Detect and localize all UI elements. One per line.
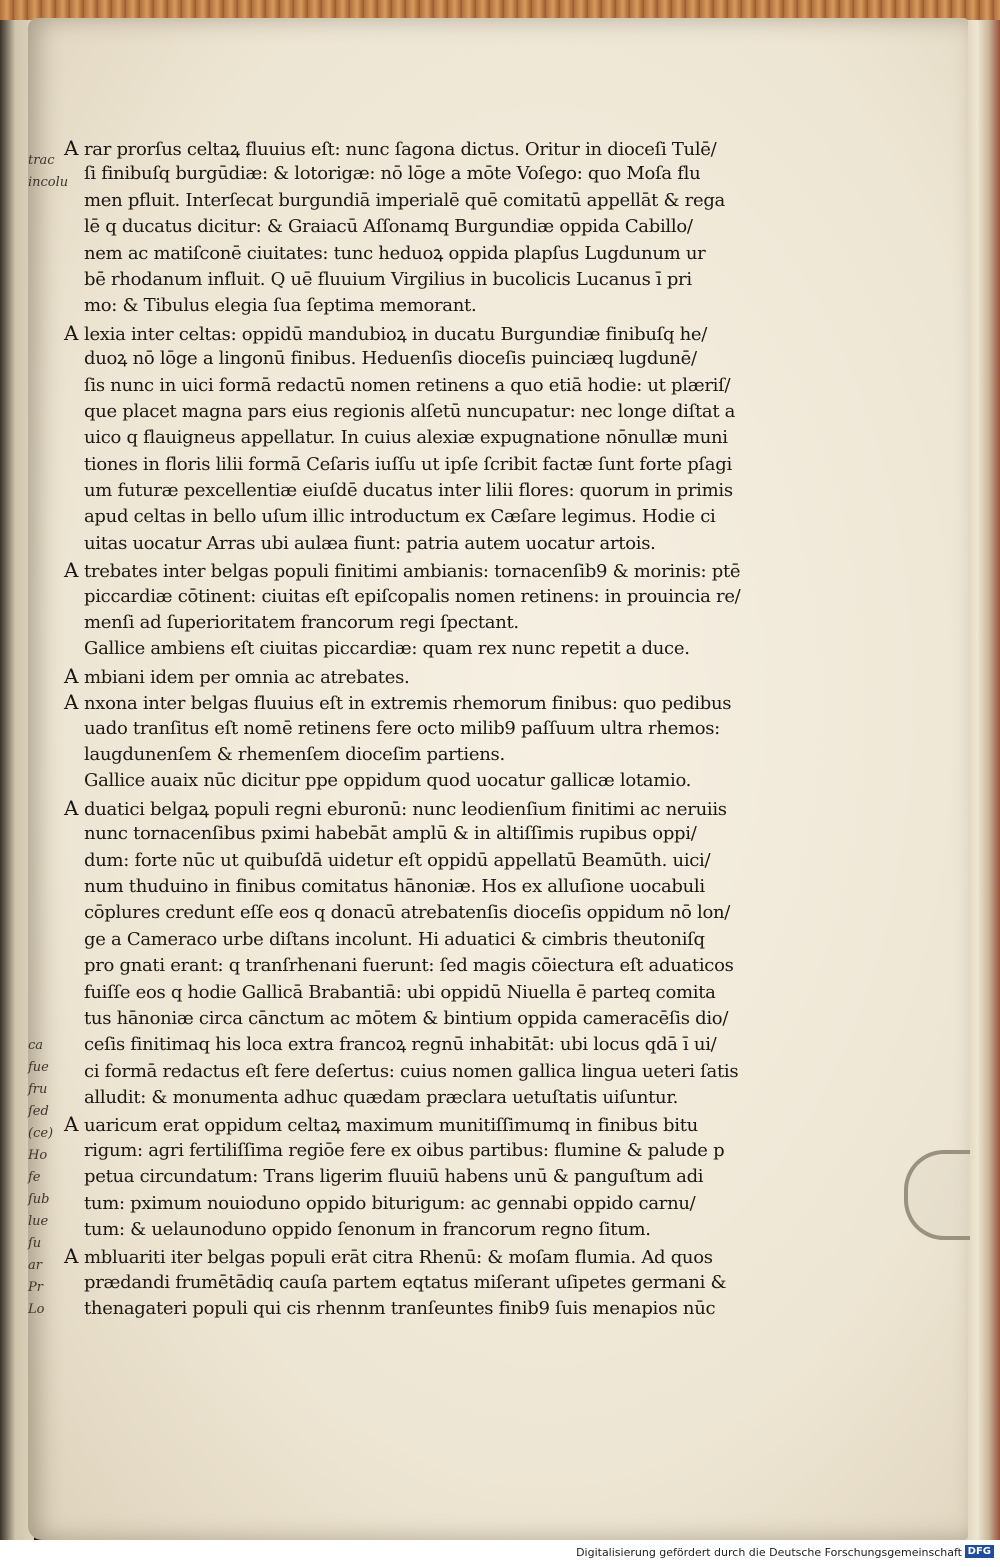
initial-letter: A [64, 690, 79, 715]
text-line [64, 584, 741, 610]
text-line [64, 452, 732, 478]
line-text: que placet magna pars eius regionis alſetū nuncupatur: nec longe diſtat a [84, 400, 736, 422]
initial-letter: A [64, 795, 79, 820]
clasp-strap [904, 1150, 970, 1240]
line-text: tum: pximum nouioduno oppido biturigum: ac gennabi oppido carnu/ [84, 1192, 696, 1214]
text-line [64, 557, 741, 583]
line-text: bē rhodanum influit. Q uē fluuium Virgilius in bucolicis Lucanus ī pri [84, 268, 692, 290]
footer-bar [0, 1540, 1000, 1567]
text-line [64, 1006, 729, 1032]
left-page-bleed-top: trac incolu [28, 153, 69, 190]
text-line [64, 663, 724, 689]
text-line [64, 1270, 727, 1296]
line-text: dum: forte nūc ut quibuſdā uidetur eſt oppidū appellatū Beamūth. uici/ [84, 849, 711, 871]
line-text: lē q ducatus dicitur: & Graiacū Aſſonamq Burgundiæ oppida Cabillo/ [84, 216, 693, 238]
line-text: lexia inter celtas: oppidū mandubioꝝ in ducatu Burgundiæ finibuſq he/ [84, 323, 708, 345]
text-line [64, 1111, 724, 1137]
line-text: men pfluit. Interſecat burgundiā imperialē quē comitatū appellāt & rega [84, 189, 725, 211]
line-text: piccardiæ cōtinent: ciuitas eſt epiſcopalis nomen retinens: in prouincia re/ [84, 585, 741, 607]
line-text: Gallice auaix nūc dicitur ppe oppidum quod uocatur gallicæ lotamio. [84, 770, 692, 792]
text-line [64, 1085, 724, 1111]
line-text: ſi finibuſq burgūdiæ: & lotorigæ: nō lōge a mōte Voſego: quo Moſa flu [84, 163, 701, 185]
text-line [64, 927, 724, 953]
page-text-block [64, 135, 741, 1323]
line-text: ceſis finitimaq his loca extra francoꝝ regnū inhabitāt: ubi locus qdā ī ui/ [84, 1034, 717, 1056]
text-line [64, 188, 724, 214]
line-text: uaricum erat oppidum celtaꝝ maximum munitiſſimumq in finibus bitu [84, 1115, 698, 1137]
text-line [64, 821, 724, 847]
line-text: um futuræ pexcellentiæ eiuſdē ducatus inter lilii flores: quorum in primis [84, 480, 733, 502]
text-line [64, 1217, 724, 1243]
line-text: alludit: & monumenta adhuc quædam præclara uetuſtatis uiſuntur. [84, 1087, 679, 1109]
text-line [64, 135, 724, 161]
line-text: thenagateri populi qui cis rhennm tranſeuntes finib9 ſuis menapios nūc [84, 1298, 716, 1320]
line-text: mbiani idem per omnia ac atrebates. [84, 666, 410, 688]
line-text: prædandi frumētādiq cauſa partem eqtatus miſerant uſipetes germani & [84, 1271, 727, 1293]
line-text: num thuduino in finibus comitatus hānoniæ. Hos ex alluſione uocabuli [84, 875, 705, 897]
text-line [64, 742, 724, 768]
text-line [64, 848, 724, 874]
line-text: menſi ad ſuperioritatem francorum regi ſpectant. [84, 612, 519, 634]
line-text: apud celtas in bello uſum illic introductum ex Cæſare legimus. Hodie ci [84, 506, 716, 528]
line-text: tus hānoniæ circa cānctum ac mōtem & bintium oppida cameracēſis dio/ [84, 1007, 729, 1029]
text-line [64, 214, 724, 240]
line-text: fuiſſe eos q hodie Gallicā Brabantiā: ubi oppidū Niuella ē parteq comita [84, 981, 716, 1003]
line-text: nxona inter belgas fluuius eſt in extremis rhemorum finibus: quo pedibus [84, 693, 732, 715]
line-text: trebates inter belgas populi finitimi ambianis: tornacenſib9 & morinis: ptē [84, 561, 741, 583]
text-line [64, 1059, 739, 1085]
left-page-bleed-bottom: ca fue fru ſed (ce) Ho fe ſub lue ſu ar Pr Lo [28, 1038, 54, 1317]
digitization-credit: Digitalisierung gefördert durch die Deutsche Forschungsgemeinschaft [576, 1546, 962, 1559]
text-line [64, 900, 731, 926]
line-text: ge a Cameraco urbe diſtans incolunt. Hi aduatici & cimbris theutoniſq [84, 928, 705, 950]
text-line [64, 1191, 724, 1217]
line-text: nem ac matiſconē ciuitates: tunc heduoꝝ oppida plapſus Lugdunum ur [84, 242, 706, 264]
dfg-logo: DFG [965, 1545, 994, 1558]
text-line [64, 478, 733, 504]
text-line [64, 689, 732, 715]
text-line [64, 504, 724, 530]
line-text: duatici belgaꝝ populi regni eburonū: nunc leodienſium finitimi ac neruiis [84, 798, 727, 820]
text-line [64, 425, 728, 451]
line-text: ſis nunc in uici formā redactū nomen retinens a quo etiā hodie: ut plæriſ/ [84, 374, 731, 396]
line-text: rigum: agri fertiliſſima regiōe fere ex oibus partibus: flumine & palude p [84, 1139, 725, 1161]
text-line [64, 267, 724, 293]
text-line [64, 610, 724, 636]
line-text: mo: & Tibulus elegia ſua ſeptima memorant. [84, 295, 477, 317]
text-line [64, 399, 736, 425]
line-text: cōplures credunt eſſe eos q donacū atrebatenſis dioceſis oppidum nō lon/ [84, 902, 731, 924]
text-line [64, 241, 724, 267]
text-line [64, 874, 724, 900]
text-line [64, 161, 724, 187]
line-text: uitas uocatur Arras ubi aulæa fiunt: patria autem uocatur artois. [84, 532, 656, 554]
line-text: mbluariti iter belgas populi erāt citra Rhenū: & moſam flumia. Ad quos [84, 1247, 713, 1269]
line-text: uico q flauigneus appellatur. In cuius alexiæ expugnatione nōnullæ muni [84, 427, 728, 449]
line-text: tiones in floris lilii formā Ceſaris iuſſu ut ipſe ſcribit factæ ſunt forte pſagi [84, 453, 732, 475]
line-text: nunc tornacenſibus pximi habebāt amplū & in altiſſimis rupibus oppi/ [84, 823, 697, 845]
text-line [64, 953, 734, 979]
text-line [64, 768, 724, 794]
text-line [64, 795, 727, 821]
line-text: Gallice ambiens eſt ciuitas piccardiæ: quam rex nunc repetit a duce. [84, 638, 690, 660]
line-text: pro gnati erant: q tranſrhenani fuerunt: ſed magis cōiectura eſt aduaticos [84, 955, 734, 977]
text-line [64, 320, 724, 346]
line-text: rar prorſus celtaꝝ fluuius eſt: nunc ſagona dictus. Oritur in dioceſi Tulē/ [84, 139, 717, 160]
text-line [64, 373, 731, 399]
text-line [64, 1243, 724, 1269]
initial-letter: A [64, 558, 79, 583]
text-line [64, 1032, 724, 1058]
initial-letter: A [64, 1112, 79, 1137]
text-line [64, 980, 724, 1006]
text-line [64, 716, 724, 742]
line-text: uado tranſitus eſt nomē retinens fere octo milib9 paſſuum ultra rhemos: [84, 717, 720, 739]
initial-letter: A [64, 663, 79, 688]
text-line [64, 1138, 724, 1164]
initial-letter: A [64, 1244, 79, 1269]
text-line [64, 1164, 724, 1190]
line-text: tum: & uelaunoduno oppido ſenonum in francorum regno ſitum. [84, 1219, 651, 1241]
initial-letter: A [64, 320, 79, 345]
line-text: duoꝝ nō lōge a lingonū finibus. Heduenſis dioceſis puinciæq lugdunē/ [84, 348, 697, 370]
text-line [64, 293, 724, 319]
line-text: petua circundatum: Trans ligerim fluuiū habens unū & panguſtum adi [84, 1166, 704, 1188]
text-line [64, 346, 724, 372]
text-line [64, 531, 724, 557]
text-line [64, 636, 724, 662]
initial-letter: A [64, 136, 79, 160]
text-line [64, 1296, 724, 1322]
line-text: ci formā redactus eſt fere deſertus: cuius nomen gallica lingua ueteri ſatis [84, 1060, 739, 1082]
line-text: laugdunenſem & rhemenſem dioceſim partiens. [84, 743, 505, 765]
